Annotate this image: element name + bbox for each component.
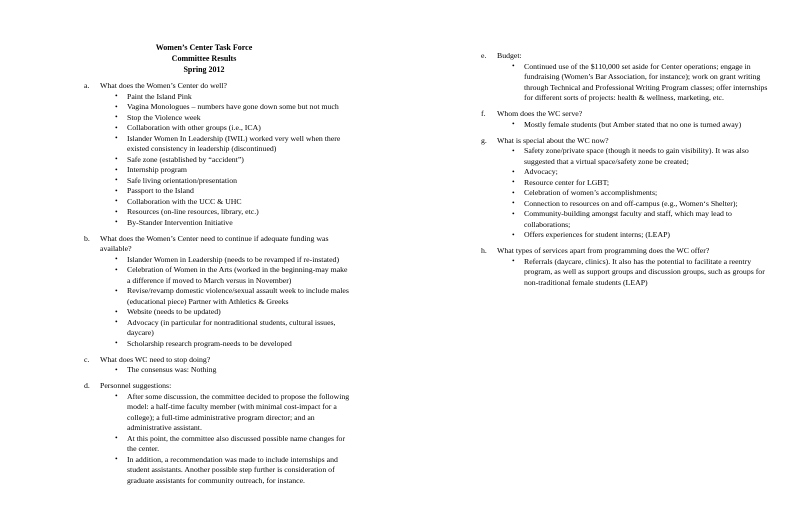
bullet-item: • Stop the Violence week (84, 113, 362, 124)
section-g-bullet-list (481, 146, 775, 241)
bullet-item: • After some discussion, the committee decided to propose the following model: a half-time faculty member (with minimal cost-impact for a college); a full-time administrative program director; and an administrative assistant. (84, 392, 362, 434)
bullet-item: • Internship program (84, 165, 362, 176)
section-d-head (84, 381, 362, 392)
bullet-item: • Passport to the Island (84, 186, 362, 197)
bullet-item: • Safety zone/private space (though it needs to gain visibility). It was also suggested that a virtual space/safety zone be created; (481, 146, 775, 167)
bullet-item: • Celebration of women’s accomplishments; (481, 188, 775, 199)
bullet-item: • Safe living orientation/presentation (84, 176, 362, 187)
section-e-bullet-list (481, 62, 775, 104)
document-title (84, 43, 324, 75)
section-e-heading: Budget: (497, 51, 522, 60)
right-column (481, 51, 775, 288)
bullet-item: • Offers experiences for student interns; (LEAP) (481, 230, 775, 241)
section-c-label: c. (84, 354, 90, 364)
section-c-bullet-list (84, 365, 362, 376)
section-f-bullet-list (481, 120, 775, 131)
left-column (84, 81, 362, 486)
title-line-2: Committee Results (171, 53, 237, 63)
section-a (84, 81, 362, 228)
section-f-heading: Whom does the WC serve? (497, 109, 583, 118)
bullet-item: • Community-building amongst faculty and staff, which may lead to collaborations; (481, 209, 775, 230)
bullet-item: • Vagina Monologues – numbers have gone down some but not much (84, 102, 362, 113)
section-d-bullet-list (84, 392, 362, 487)
section-f-head (481, 109, 775, 120)
section-h (481, 246, 775, 288)
section-b-label: b. (84, 233, 90, 243)
section-a-label: a. (84, 81, 90, 90)
section-g (481, 136, 775, 241)
bullet-item: • At this point, the committee also discussed possible name changes for the center. (84, 434, 362, 455)
section-g-head (481, 136, 775, 147)
section-e (481, 51, 775, 104)
section-b-head (84, 234, 362, 255)
bullet-item: • Continued use of the $110,000 set aside for Center operations; engage in fundraising (Women’s Bar Association, for instance); work on grant writing through Technical and Professional Writing Program classes; offer internships for different sorts of projects: health & wellness, marketing, etc. (481, 62, 775, 104)
bullet-item: • Resource center for LGBT; (481, 178, 775, 189)
section-a-heading: What does the Women’s Center do well? (100, 81, 227, 90)
section-f-label: f. (481, 109, 486, 118)
bullet-item: • Mostly female students (but Amber stated that no one is turned away) (481, 120, 775, 131)
bullet-item: • Resources (on-line resources, library, etc.) (84, 207, 362, 218)
bullet-item: • Website (needs to be updated) (84, 307, 362, 318)
bullet-item: • Celebration of Women in the Arts (worked in the beginning-may make a difference if moved to March versus in November) (84, 265, 362, 286)
bullet-item: • Collaboration with other groups (i.e., ICA) (84, 123, 362, 134)
section-a-bullet-list (84, 92, 362, 229)
section-b (84, 234, 362, 350)
bullet-item: • Islander Women In Leadership (IWIL) worked very well when there existed consistency in leadership (discontinued) (84, 134, 362, 155)
section-g-label: g. (481, 135, 487, 145)
section-c (84, 355, 362, 376)
bullet-item: • Referrals (daycare, clinics). It also has the potential to facilitate a reentry program, as well as support groups and discussion groups, such as groups for non-traditional female students (LEAP) (481, 257, 775, 289)
section-b-heading: What does the Women’s Center need to continue if adequate funding was available? (100, 233, 329, 253)
section-g-heading: What is special about the WC now? (497, 135, 609, 145)
section-a-head (84, 81, 362, 92)
section-b-bullet-list (84, 255, 362, 350)
section-h-heading: What types of services apart from programming does the WC offer? (497, 246, 710, 255)
bullet-item: • Collaboration with the UCC & UHC (84, 197, 362, 208)
section-e-head (481, 51, 775, 62)
bullet-item: • Islander Women in Leadership (needs to be revamped if re-instated) (84, 255, 362, 266)
section-c-head (84, 355, 362, 366)
bullet-item: • Advocacy; (481, 167, 775, 178)
section-f (481, 109, 775, 130)
section-d-label: d. (84, 381, 90, 390)
bullet-item: • Revise/revamp domestic violence/sexual assault week to include males (educational piece) Partner with Athletics & Greeks (84, 286, 362, 307)
section-h-head (481, 246, 775, 257)
title-line-1: Women’s Center Task Force (155, 43, 253, 52)
bullet-item: • Paint the Island Pink (84, 92, 362, 103)
section-e-label: e. (481, 51, 487, 60)
section-h-label: h. (481, 246, 487, 255)
bullet-item: • Scholarship research program-needs to be developed (84, 339, 362, 350)
title-line-3: Spring 2012 (183, 64, 225, 74)
section-d (84, 381, 362, 486)
section-h-bullet-list (481, 257, 775, 289)
bullet-item: • In addition, a recommendation was made to include internships and student assistants. Another possible step further is consideration of graduate assistants for community outreach, for instance. (84, 455, 362, 487)
bullet-item: • Safe zone (established by “accident”) (84, 155, 362, 166)
bullet-item: • Connection to resources on and off-campus (e.g., Women‘s Shelter); (481, 199, 775, 210)
bullet-item: • The consensus was: Nothing (84, 365, 362, 376)
section-d-heading: Personnel suggestions: (100, 381, 172, 390)
section-c-heading: What does WC need to stop doing? (100, 354, 211, 364)
bullet-item: • Advocacy (in particular for nontraditional students, cultural issues, daycare) (84, 318, 362, 339)
bullet-item: • By-Stander Intervention Initiative (84, 218, 362, 229)
